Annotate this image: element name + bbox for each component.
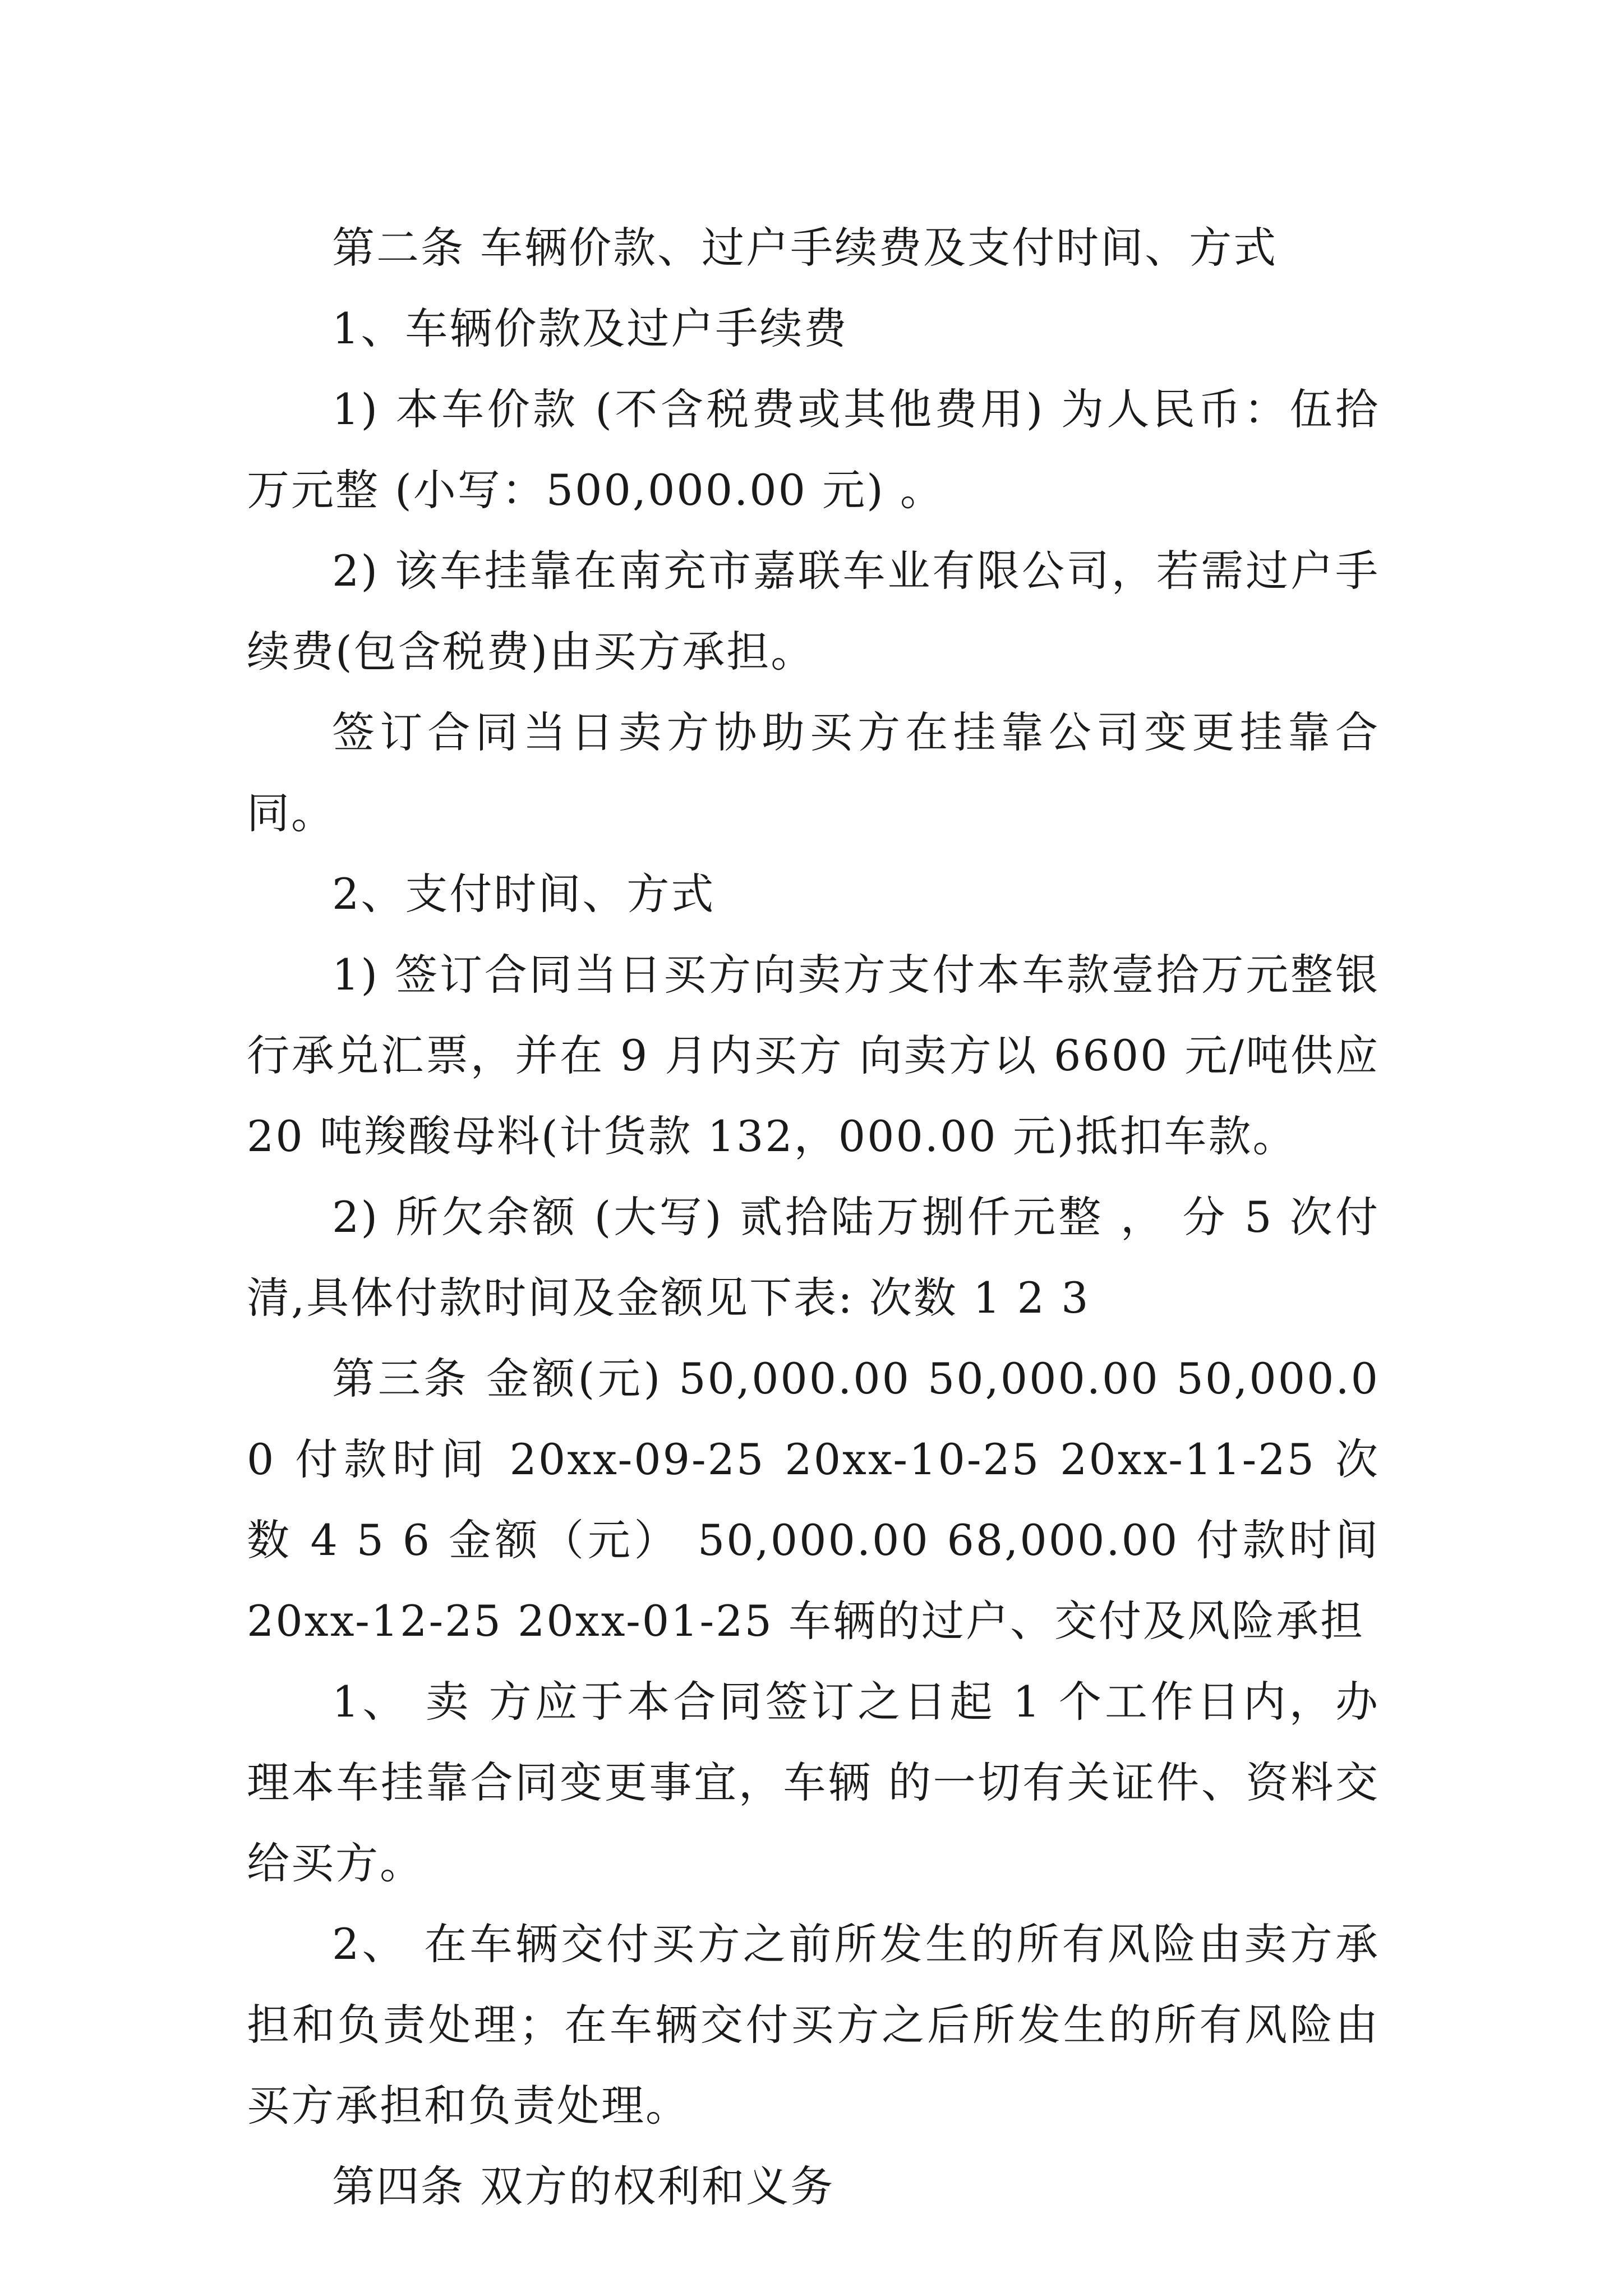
clause-risk: 2、 在车辆交付买方之前所发生的所有风险由卖方承担和负责处理；在车辆交付买方之后所发生的所有风险由买方承担和负责处理。 <box>247 1919 1380 2131</box>
article-2-heading: 第二条 车辆价款、过户手续费及支付时间、方式 <box>332 223 1278 273</box>
section-1-heading: 1、车辆价款及过户手续费 <box>332 303 849 353</box>
article-3-schedule: 第三条 金额(元) 50,000.00 50,000.00 50,000.00 付款时间 20xx-09-25 20xx-10-25 20xx-11-25 次数 4 5 6 金额（元） 50,000.00 68,000.00 付款时间 20xx-12-25 20xx-01-25 车辆的过户、交付及风险承担 <box>247 1354 1380 1646</box>
document-body <box>247 208 1380 2227</box>
clause-balance: 2) 所欠余额 (大写) 贰拾陆万捌仟元整 ， 分 5 次付清,具体付款时间及金额见下表: 次数 1 2 3 <box>247 1192 1380 1323</box>
clause-seller-obligation: 1、 卖 方应于本合同签订之日起 1 个工作日内，办理本车挂靠合同变更事宜，车辆 的一切有关证件、资料交给买方。 <box>247 1677 1380 1888</box>
clause-contract-change: 签订合同当日卖方协助买方在挂靠公司变更挂靠合同。 <box>247 707 1380 838</box>
clause-transfer-fee: 2) 该车挂靠在南充市嘉联车业有限公司，若需过户手续费(包含税费)由买方承担。 <box>247 546 1380 677</box>
article-4-heading: 第四条 双方的权利和义务 <box>332 2161 835 2211</box>
clause-price: 1) 本车价款 (不含税费或其他费用) 为人民币：伍拾万元整 (小写：500,000.00 元) 。 <box>247 384 1380 515</box>
section-2-heading: 2、支付时间、方式 <box>332 869 716 919</box>
clause-initial-payment: 1) 签订合同当日买方向卖方支付本车款壹拾万元整银行承兑汇票，并在 9 月内买方 向卖方以 6600 元/吨供应 20 吨羧酸母料(计货款 132，000.00 元)抵扣车款。 <box>247 950 1380 1161</box>
